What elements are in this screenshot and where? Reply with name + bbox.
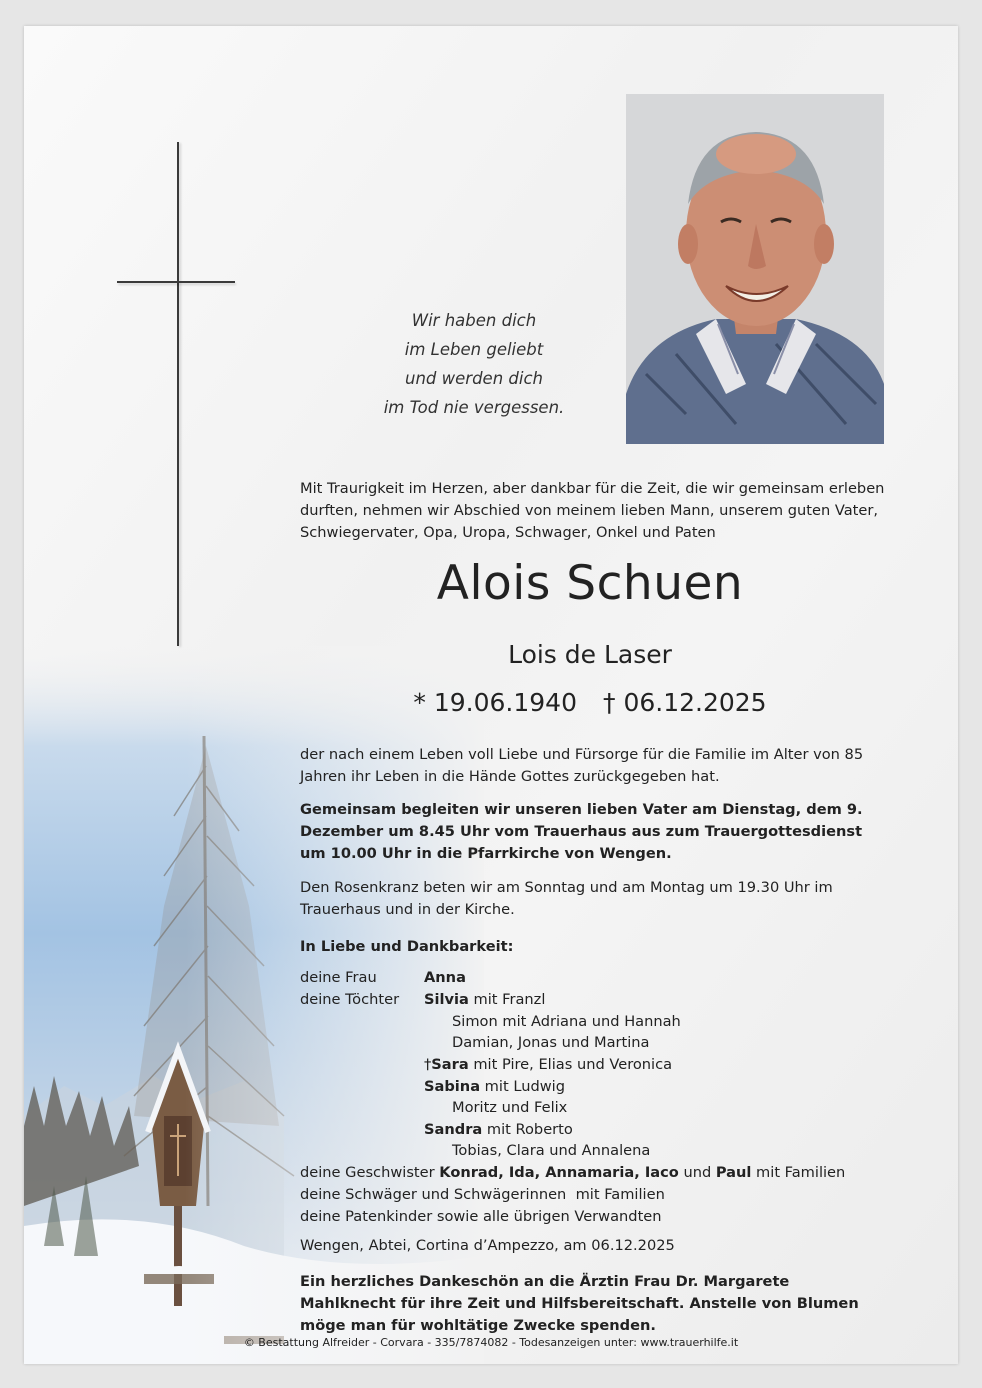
funeral-text: Gemeinsam begleiten wir unseren lieben Vater am Dienstag, dem 9. Dezember um 8.45 Uhr vom Trauerhaus aus zum Trauergottesdienst um 10.00 Uhr in die Pfarrkirche von Wengen. — [300, 801, 863, 862]
verse-line: und werden dich — [405, 369, 543, 388]
grandchildren-line: Damian, Jonas und Martina — [452, 1034, 650, 1051]
grandchildren-line: Tobias, Clara und Annalena — [452, 1142, 651, 1159]
signature-intro: In Liebe und Dankbarkeit: — [300, 938, 514, 955]
daughter-name: Sandra — [424, 1121, 483, 1138]
cross-bar — [117, 281, 235, 283]
footer: © Bestattung Alfreider - Corvara - 335/7874082 - Todesanzeigen unter: www.trauerhilfe.it — [243, 1336, 739, 1349]
wife-name: Anna — [424, 969, 466, 986]
deceased-mark: † — [424, 1056, 432, 1073]
grandchildren-line: Simon mit Adriana und Hannah — [452, 1013, 681, 1030]
grandchildren-line: Moritz und Felix — [452, 1099, 568, 1116]
daughter-name: Sara — [431, 1056, 469, 1073]
family-line — [424, 1119, 573, 1141]
deceased-name: Alois Schuen — [436, 556, 744, 611]
life-text: der nach einem Leben voll Liebe und Fürsorge für die Familie im Alter von 85 Jahren ihr Leben in die Hände Gottes zurückgegeben hat. — [300, 746, 864, 785]
daughter-name: Sabina — [424, 1078, 481, 1095]
verse-line: Wir haben dich — [411, 311, 537, 330]
family-line — [424, 1076, 565, 1098]
godchildren-line: deine Patenkinder sowie alle übrigen Verwandten — [300, 1208, 662, 1225]
family-line — [424, 1054, 672, 1076]
death-date: † 06.12.2025 — [603, 688, 767, 717]
inlaws-line: deine Schwäger und Schwägerinnen mit Familien — [300, 1186, 665, 1203]
partner-text: mit Roberto — [482, 1121, 573, 1138]
wife-label: deine Frau — [300, 969, 377, 986]
family-line — [300, 967, 466, 989]
siblings-line — [300, 1162, 845, 1184]
conjunction: und — [678, 1164, 716, 1181]
birth-date: * 19.06.1940 — [413, 688, 577, 717]
place-date: Wengen, Abtei, Cortina d’Ampezzo, am 06.12.2025 — [300, 1237, 675, 1254]
siblings-label: deine Geschwister — [300, 1164, 440, 1181]
verse-line: im Leben geliebt — [404, 340, 544, 359]
partner-text: mit Ludwig — [480, 1078, 565, 1095]
deceased-nickname: Lois de Laser — [508, 640, 672, 669]
obituary-card — [24, 26, 958, 1364]
families-text: mit Familien — [751, 1164, 846, 1181]
cross-icon — [177, 142, 179, 646]
verse — [354, 306, 594, 422]
partner-text: mit Franzl — [468, 991, 546, 1008]
family-line — [300, 989, 545, 1011]
daughters-label: deine Töchter — [300, 991, 400, 1008]
daughter-name: Silvia — [424, 991, 469, 1008]
verse-line: im Tod nie vergessen. — [383, 398, 565, 417]
intro-text: Mit Traurigkeit im Herzen, aber dankbar für die Zeit, die wir gemeinsam erleben durften, nehmen wir Abschied von meinem lieben Mann, unserem guten Vater, Schwiegervater, Opa, Uropa, Schwager, Onkel und Paten — [300, 480, 885, 541]
portrait-photo — [626, 94, 884, 444]
rosary-text: Den Rosenkranz beten wir am Sonntag und am Montag um 19.30 Uhr im Trauerhaus und in der Kirche. — [300, 879, 833, 918]
thanks-text: Ein herzliches Dankeschön an die Ärztin Frau Dr. Margarete Mahlknecht für ihre Zeit und Hilfsbereitschaft. Anstelle von Blumen möge man für wohltätige Zwecke spenden. — [300, 1273, 859, 1334]
sibling-name: Paul — [715, 1164, 752, 1181]
life-dates — [300, 688, 880, 717]
partner-text: mit Pire, Elias und Veronica — [468, 1056, 673, 1073]
sibling-names: Konrad, Ida, Annamaria, Iaco — [439, 1164, 679, 1181]
